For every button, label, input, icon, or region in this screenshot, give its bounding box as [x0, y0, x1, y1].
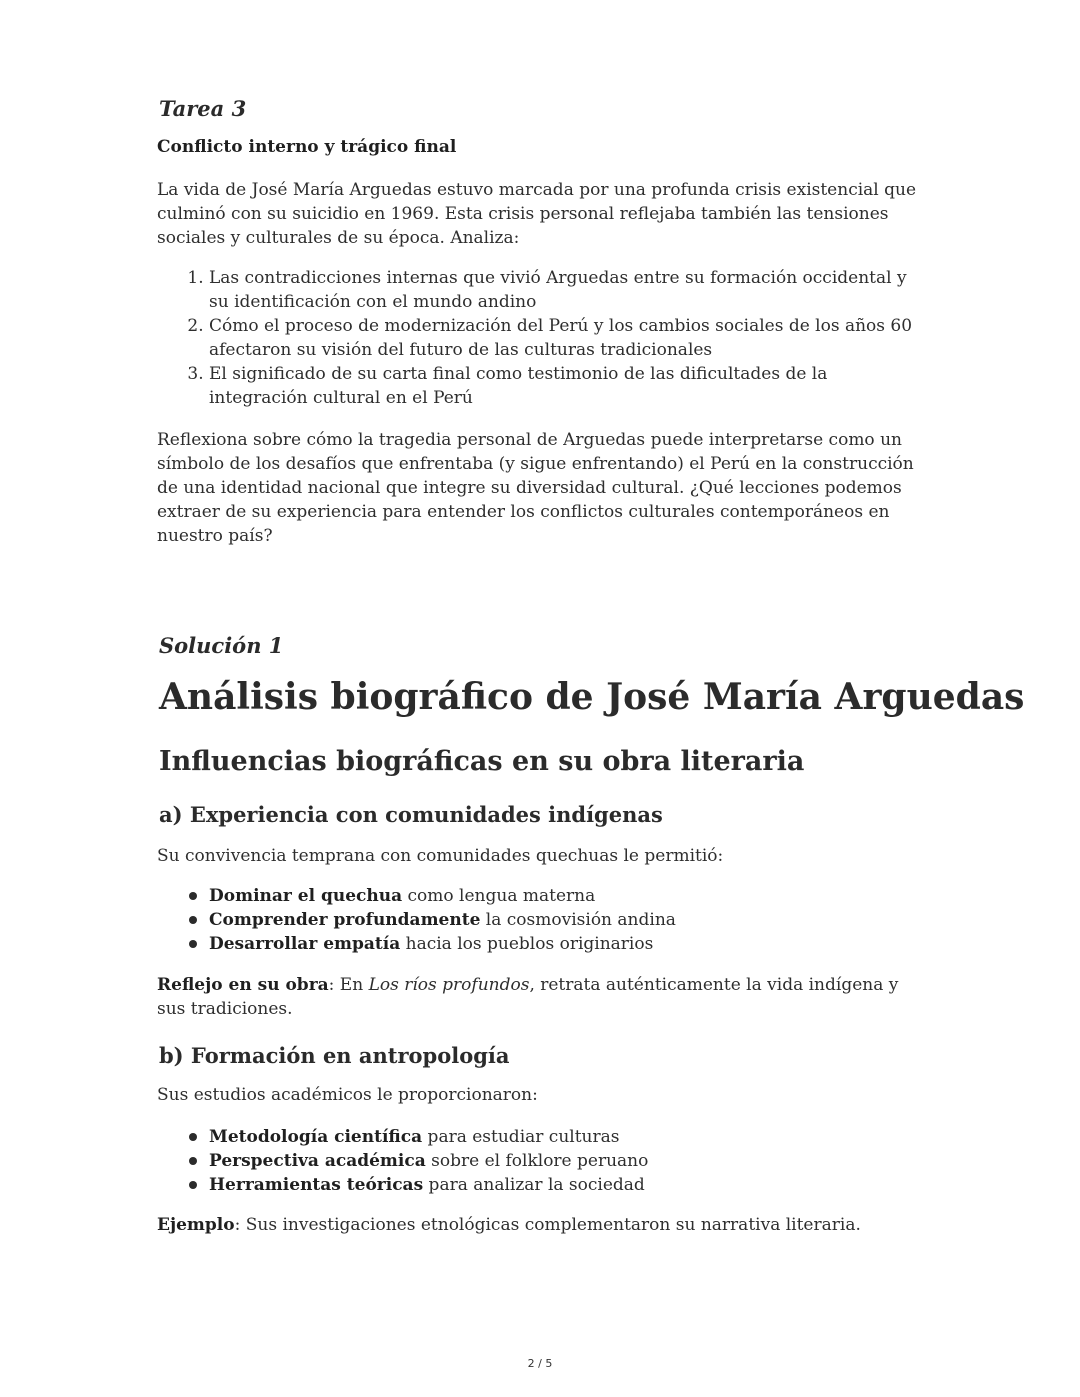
section-b-intro: Sus estudios académicos le proporcionaron: — [157, 1085, 538, 1105]
bullet-bold: Metodología científica — [209, 1127, 423, 1147]
bullet-text: sobre el folklore peruano — [425, 1151, 649, 1171]
bullet-text: la cosmovisión andina — [480, 910, 676, 930]
bullet-bold: Herramientas teóricas — [209, 1175, 424, 1195]
task-list — [157, 266, 924, 410]
solution-subtitle: Influencias biográficas en su obra literaria — [159, 746, 805, 777]
task-reflection: Reflexiona sobre cómo la tragedia personal de Arguedas puede interpretarse como un símbolo de los desafíos que enfrentaba (y sigue enfrentando) el Perú en la construcción de una identidad nacional que integre su diversidad cultural. ¿Qué lecciones podemos extraer de su experiencia para entender los conflictos culturales contemporáneos en nuestro país? — [157, 430, 914, 546]
example-label: Ejemplo — [157, 1215, 235, 1235]
list-item: 2. Cómo el proceso de modernización del Perú y los cambios sociales de los años 60 afectaron su visión del futuro de las culturas tradicionales — [209, 314, 924, 362]
solution-title: Análisis biográfico de José María Arguedas — [159, 676, 1025, 718]
bullet-text: hacia los pueblos originarios — [400, 934, 654, 954]
list-item — [209, 1173, 648, 1197]
list-item — [209, 884, 676, 908]
reflection-label: Reflejo en su obra — [157, 975, 329, 995]
section-a-intro: Su convivencia temprana con comunidades quechuas le permitió: — [157, 846, 724, 866]
list-item — [209, 1149, 648, 1173]
list-item — [209, 932, 676, 956]
reflection-pre: : En — [328, 975, 369, 995]
reflection-post: , retrata auténticamente la vida indígena y sus tradiciones. — [157, 975, 899, 1019]
book-title: Los ríos profundos — [368, 975, 530, 995]
list-item: 3. El significado de su carta final como testimonio de las dificultades de la integración cultural en el Perú — [209, 362, 924, 410]
bullet-text: como lengua materna — [402, 886, 596, 906]
section-a-bullets — [157, 884, 676, 956]
bullet-text: para analizar la sociedad — [423, 1175, 645, 1195]
section-b-heading: b) Formación en antropología — [159, 1043, 510, 1068]
bullet-bold: Comprender profundamente — [209, 910, 481, 930]
section-a-reflection — [157, 973, 917, 1021]
bullet-text: para estudiar culturas — [422, 1127, 620, 1147]
task-label: Tarea 3 — [159, 96, 247, 121]
example-text: : Sus investigaciones etnológicas complementaron su narrativa literaria. — [234, 1215, 861, 1235]
page-number: 2 / 5 — [527, 1357, 553, 1370]
list-item: 1. Las contradicciones internas que vivió Arguedas entre su formación occidental y su identificación con el mundo andino — [209, 266, 924, 314]
task-subtitle: Conflicto interno y trágico final — [157, 137, 457, 157]
section-b-bullets — [157, 1125, 648, 1197]
bullet-bold: Desarrollar empatía — [209, 934, 401, 954]
solution-label: Solución 1 — [159, 633, 284, 658]
section-b-example — [157, 1213, 861, 1237]
list-item — [209, 1125, 648, 1149]
task-intro: La vida de José María Arguedas estuvo marcada por una profunda crisis existencial que culminó con su suicidio en 1969. Esta crisis personal reflejaba también las tensiones sociales y culturales de su época. Analiza: — [157, 180, 917, 248]
bullet-bold: Dominar el quechua — [209, 886, 403, 906]
bullet-bold: Perspectiva académica — [209, 1151, 426, 1171]
section-a-heading: a) Experiencia con comunidades indígenas — [159, 802, 663, 827]
list-item — [209, 908, 676, 932]
